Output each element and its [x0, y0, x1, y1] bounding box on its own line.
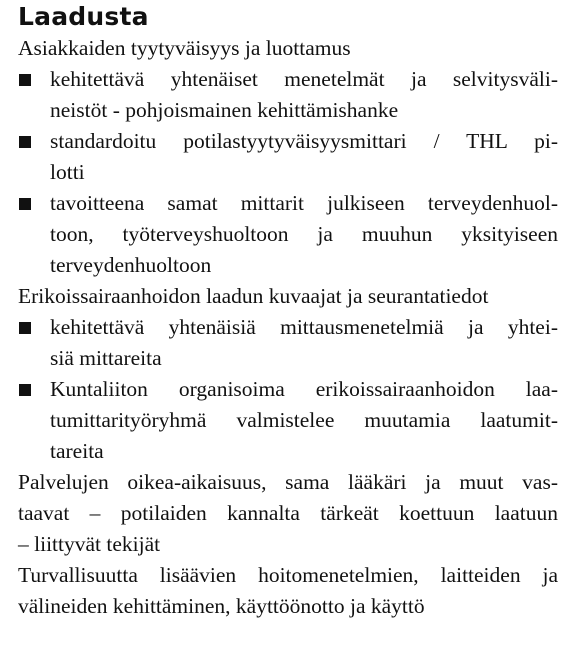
section-heading-customer-satisfaction: Asiakkaiden tyytyväisyys ja luottamus [18, 36, 351, 60]
bullet-text-line: tavoitteena samat mittarit julkiseen terveydenhuol- [50, 191, 558, 215]
bullet-text-line: kehitettävä yhtenäiset menetelmät ja selvitysväli- [50, 67, 558, 91]
paragraph-safety [18, 560, 558, 622]
paragraph-text-line: taavat – potilaiden kannalta tärkeät koettuun laatuun [18, 501, 558, 525]
paragraph-text-line: – liittyvät tekijät [18, 532, 161, 556]
document-page [18, 0, 558, 622]
paragraph-text-line: Palvelujen oikea-aikaisuus, sama lääkäri ja muut vas- [18, 470, 558, 494]
paragraph-text-line: välineiden kehittäminen, käyttöönotto ja käyttö [18, 594, 425, 618]
bullet-text-line: tareita [50, 439, 104, 463]
bullet-text-line: Kuntaliiton organisoima erikoissairaanhoidon laa- [50, 377, 558, 401]
square-bullet-icon [19, 136, 31, 148]
bullet-text-line: lotti [50, 160, 85, 184]
paragraph-timeliness [18, 467, 558, 560]
bullet-text-line: terveydenhuoltoon [50, 253, 212, 277]
square-bullet-icon [19, 74, 31, 86]
bullet-item [18, 374, 558, 467]
paragraph-text-line: Turvallisuutta lisäävien hoitomenetelmien, laitteiden ja [18, 563, 558, 587]
square-bullet-icon [19, 198, 31, 210]
bullet-text-line: tumittarityöryhmä valmistelee muutamia laatumit- [50, 408, 558, 432]
square-bullet-icon [19, 322, 31, 334]
bullet-text-line: neistöt - pohjoismainen kehittämishanke [50, 98, 399, 122]
bullet-text-line: standardoitu potilastyytyväisyysmittari / THL pi- [50, 129, 558, 153]
bullet-text-line: siä mittareita [50, 346, 162, 370]
bullet-text-line: kehitettävä yhtenäisiä mittausmenetelmiä ja yhtei- [50, 315, 558, 339]
square-bullet-icon [19, 384, 31, 396]
bullet-text-line: toon, työterveyshuoltoon ja muuhun yksityiseen [50, 222, 558, 246]
section-heading-specialized-care-quality: Erikoissairaanhoidon laadun kuvaajat ja seurantatiedot [18, 284, 489, 308]
bullet-item [18, 64, 558, 126]
bullet-item [18, 312, 558, 374]
bullet-item [18, 126, 558, 188]
bullet-item [18, 188, 558, 281]
document-title: Laadusta [18, 2, 149, 31]
